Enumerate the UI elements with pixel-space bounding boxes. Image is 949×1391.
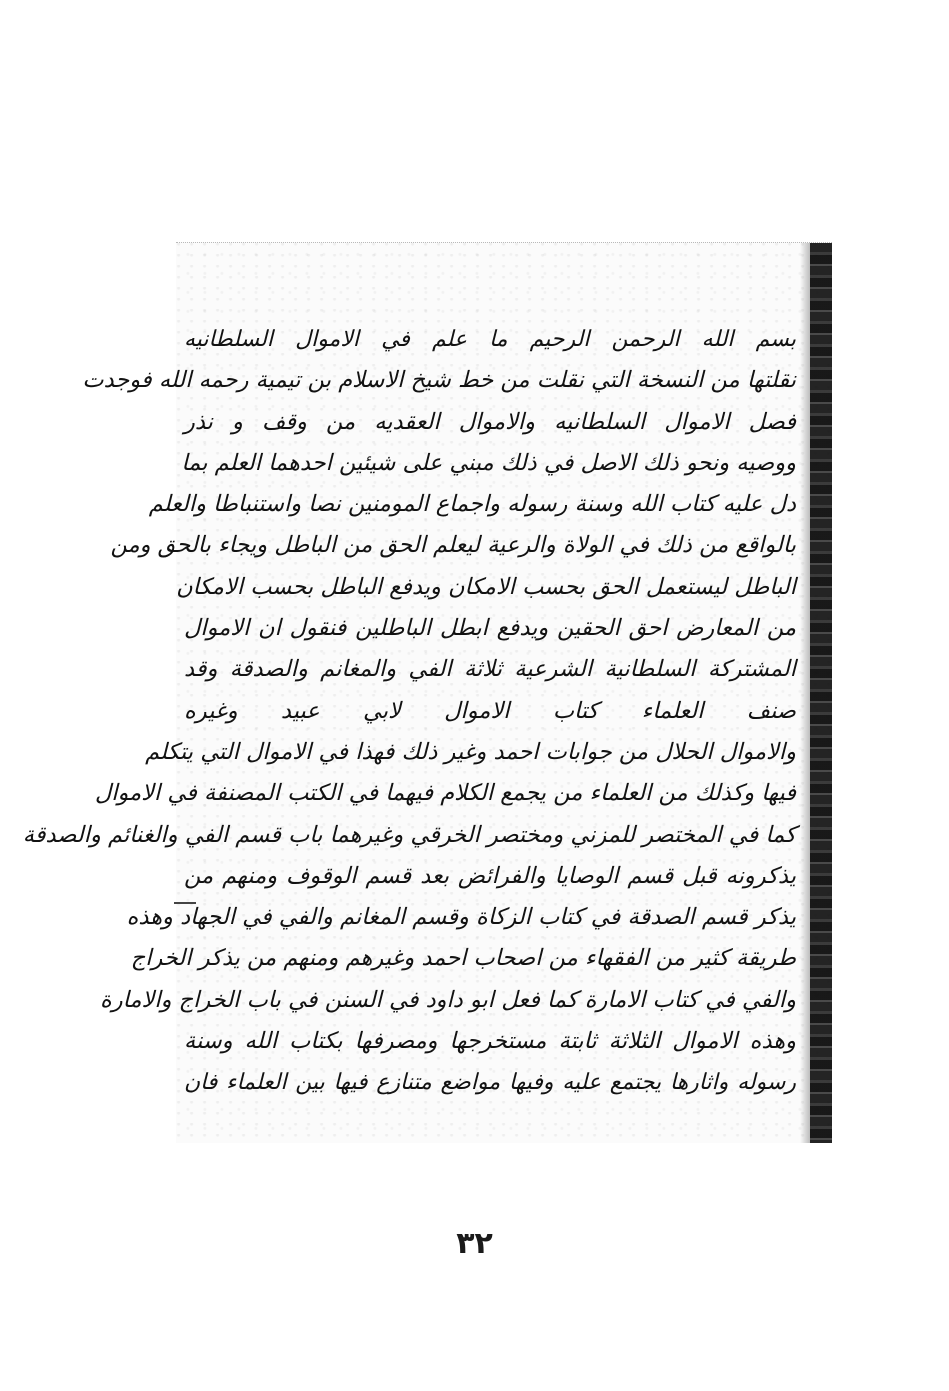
manuscript-line-3: فصل الاموال السلطانيه والاموال العقديه من وقف و نذر — [184, 408, 796, 435]
manuscript-line-9: المشتركة السلطانية الشرعية ثلاثة الفي والمغانم والصدقة وقد — [184, 656, 796, 683]
binding-shadow — [800, 243, 810, 1143]
manuscript-line-13: كما في المختصر للمزني ومختصر الخرقي وغيرهما باب قسم الفي والغنائم والصدقة — [22, 821, 796, 848]
binding-edge — [810, 243, 832, 1143]
manuscript-line-7: الباطل ليستعمل الحق بحسب الامكان ويدفع الباطل بحسب الامكان — [176, 573, 796, 600]
manuscript-line-10: صنف العلماء كتاب الاموال لابي عبيد وغيره — [184, 697, 796, 724]
manuscript-line-19: رسوله واثارها يجتمع عليه وفيها مواضع متنازع فيها بين العلماء فان — [184, 1070, 796, 1096]
manuscript-text-block — [22, 319, 796, 1104]
manuscript-line-6: بالواقع من ذلك في الولاة والرعية ليعلم الحق من الباطل ويجاء بالحق ومن — [110, 532, 796, 559]
manuscript-line-8: من المعارض احق الحقين ويدفع ابطل الباطلين فنقول ان الاموال — [184, 615, 796, 642]
manuscript-leaf — [22, 242, 832, 1143]
manuscript-line-14: يذكرونه قبل قسم الوصايا والفرائض بعد قسم الوقوف ومنهم من — [184, 862, 796, 889]
manuscript-line-2: نقلتها من النسخة التي نقلت من خط شيخ الاسلام بن تيمية رحمه الله فوجدت — [82, 367, 796, 394]
page-number: ٣٢ — [456, 1226, 493, 1261]
manuscript-line-16: طريقة كثير من الفقهاء من اصحاب احمد وغيرهم ومنهم من يذكر الخراج — [130, 945, 796, 972]
manuscript-line-4: ووصيه ونحو ذلك الاصل في ذلك مبني على شيئين احدهما العلم بما — [181, 449, 796, 476]
manuscript-line-17: والفي في كتاب الامارة كما فعل ابو داود في السنن في باب الخراج والامارة — [99, 986, 796, 1013]
manuscript-line-5: دل عليه كتاب الله وسنة رسوله واجماع المومنين نصا واستنباطا والعلم — [148, 491, 796, 518]
margin-mark — [174, 902, 196, 904]
manuscript-line-15: يذكر قسم الصدقة في كتاب الزكاة وقسم المغانم والفي في الجهاد وهذه — [126, 904, 796, 931]
manuscript-line-18: وهذه الاموال الثلاثة ثابتة مستخرجها ومصرفها بكتاب الله وسنة — [184, 1028, 796, 1055]
manuscript-line-1: بسم الله الرحمن الرحيم ما علم في الاموال السلطانيه — [184, 327, 796, 352]
manuscript-line-11: والاموال الحلال من جوابات احمد وغير ذلك فهذا في الاموال التي يتكلم — [145, 738, 796, 765]
manuscript-line-12: فيها وكذلك من العلماء من يجمع الكلام فيهما في الكتب المصنفة في الاموال — [94, 780, 796, 807]
